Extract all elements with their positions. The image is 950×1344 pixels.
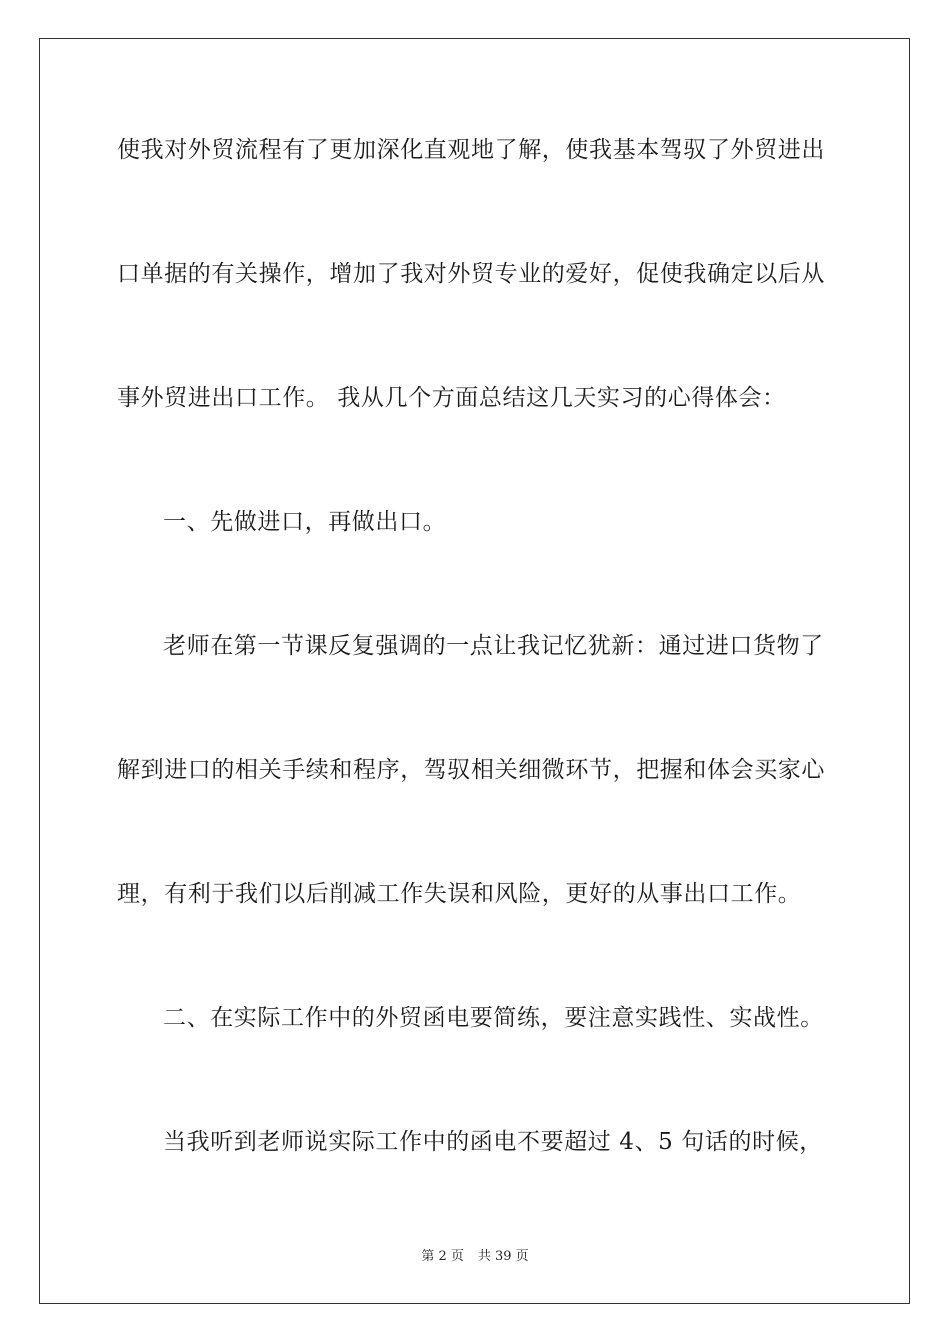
page-footer [0, 1248, 950, 1266]
body-text-line: 口单据的有关操作，增加了我对外贸专业的爱好，促使我确定以后从 [117, 261, 825, 287]
page-total: 共 39 页 [477, 1249, 529, 1264]
section-heading: 二、在实际工作中的外贸函电要简练，要注意实践性、实战性。 [163, 1005, 824, 1031]
body-text-line: 当我听到老师说实际工作中的函电不要超过 4、5 句话的时候， [163, 1129, 823, 1155]
body-text-line: 理，有利于我们以后削减工作失误和风险，更好的从事出口工作。 [117, 881, 802, 907]
body-text-line: 事外贸进出口工作。 我从几个方面总结这几天实习的心得体会： [117, 385, 786, 411]
body-text-line: 使我对外贸流程有了更加深化直观地了解，使我基本驾驭了外贸进出 [117, 137, 825, 163]
section-heading: 一、先做进口，再做出口。 [163, 509, 447, 535]
page-number: 第 2 页 [421, 1249, 464, 1264]
body-text-line: 解到进口的相关手续和程序，驾驭相关细微环节，把握和体会买家心 [117, 757, 825, 783]
body-text-line: 老师在第一节课反复强调的一点让我记忆犹新：通过进口货物了 [163, 633, 824, 659]
page-border [39, 38, 910, 1304]
